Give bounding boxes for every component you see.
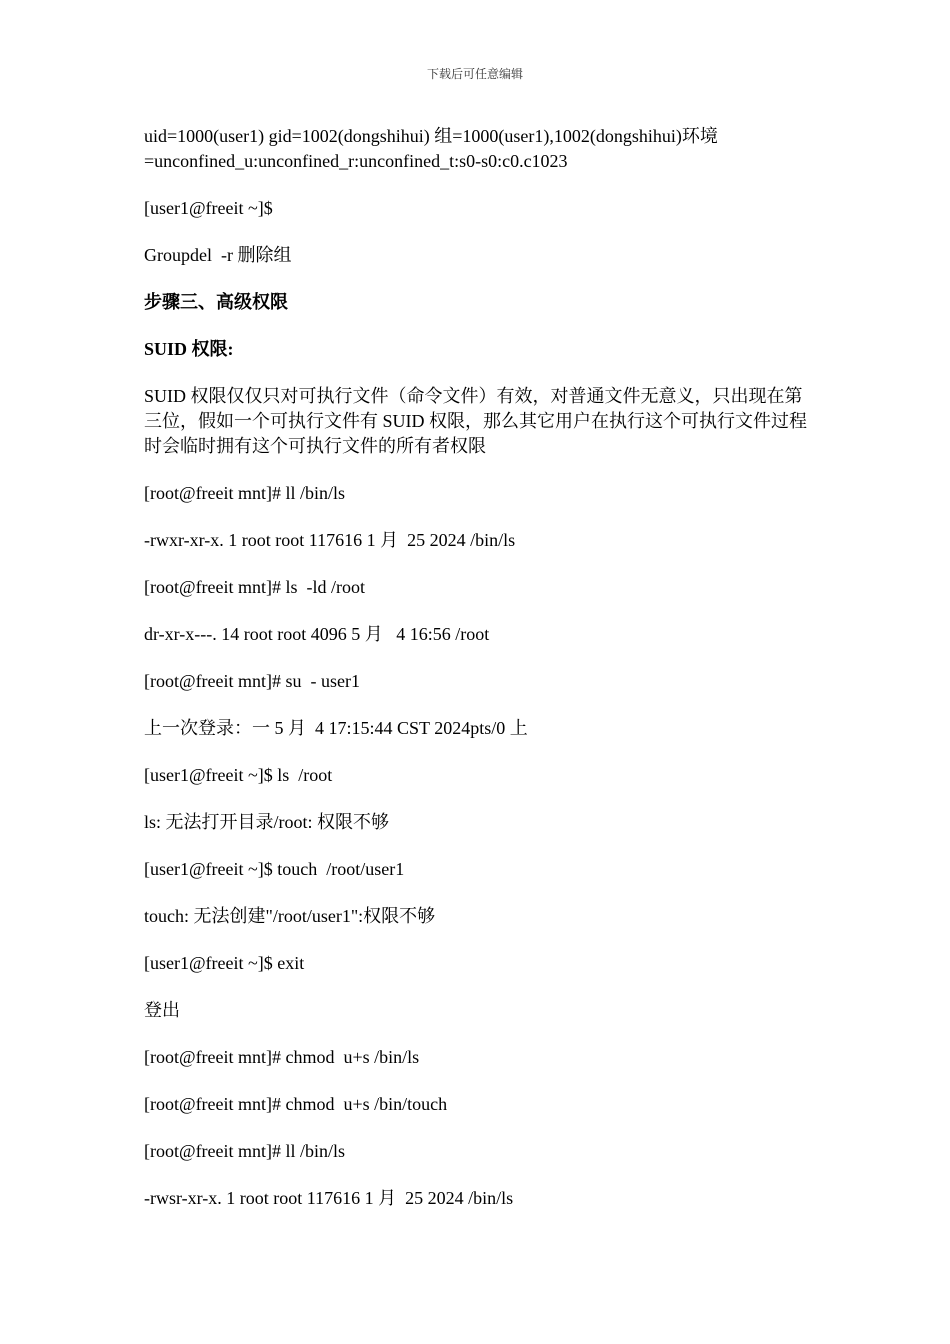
command-line: [user1@freeit ~]$ exit (144, 953, 305, 973)
output-line: ls: 无法打开目录/root: 权限不够 (144, 812, 390, 832)
document-body (144, 124, 814, 1233)
command-line: [root@freeit mnt]# ll /bin/ls (144, 1141, 346, 1161)
groupdel-line: Groupdel -r 删除组 (144, 245, 292, 265)
output-line: 登出 (144, 1000, 180, 1020)
command-line: [user1@freeit ~]$ ls /root (144, 765, 333, 785)
subsection-heading: SUID 权限: (144, 339, 234, 359)
command-line: [root@freeit mnt]# chmod u+s /bin/touch (144, 1094, 448, 1114)
command-line: [user1@freeit ~]$ touch /root/user1 (144, 859, 405, 879)
prompt-line: [user1@freeit ~]$ (144, 198, 273, 218)
uid-output-line: uid=1000(user1) gid=1002(dongshihui) 组=1000(user1),1002(dongshihui)环境=unconfined_u:unconfined_r:unconfined_t:s0-s0:c0.c1023 (144, 126, 718, 171)
command-line: [root@freeit mnt]# chmod u+s /bin/ls (144, 1047, 420, 1067)
output-line: -rwsr-xr-x. 1 root root 117616 1 月 25 2024 /bin/ls (144, 1188, 514, 1208)
command-line: [root@freeit mnt]# ll /bin/ls (144, 483, 346, 503)
output-line: 上一次登录：一 5 月 4 17:15:44 CST 2024pts/0 上 (144, 718, 528, 738)
output-line: dr-xr-x---. 14 root root 4096 5 月 4 16:56 /root (144, 624, 490, 644)
suid-description: SUID 权限仅仅只对可执行文件（命令文件）有效，对普通文件无意义，只出现在第三位，假如一个可执行文件有 SUID 权限，那么其它用户在执行这个可执行文件过程时会临时拥有这个可执行文件的所有者权限 (144, 386, 807, 456)
section-heading: 步骤三、高级权限 (144, 292, 288, 312)
command-line: [root@freeit mnt]# ls -ld /root (144, 577, 366, 597)
output-line: touch: 无法创建"/root/user1":权限不够 (144, 906, 436, 926)
command-line: [root@freeit mnt]# su - user1 (144, 671, 361, 691)
page-header: 下载后可任意编辑 (426, 67, 523, 81)
output-line: -rwxr-xr-x. 1 root root 117616 1 月 25 2024 /bin/ls (144, 530, 516, 550)
